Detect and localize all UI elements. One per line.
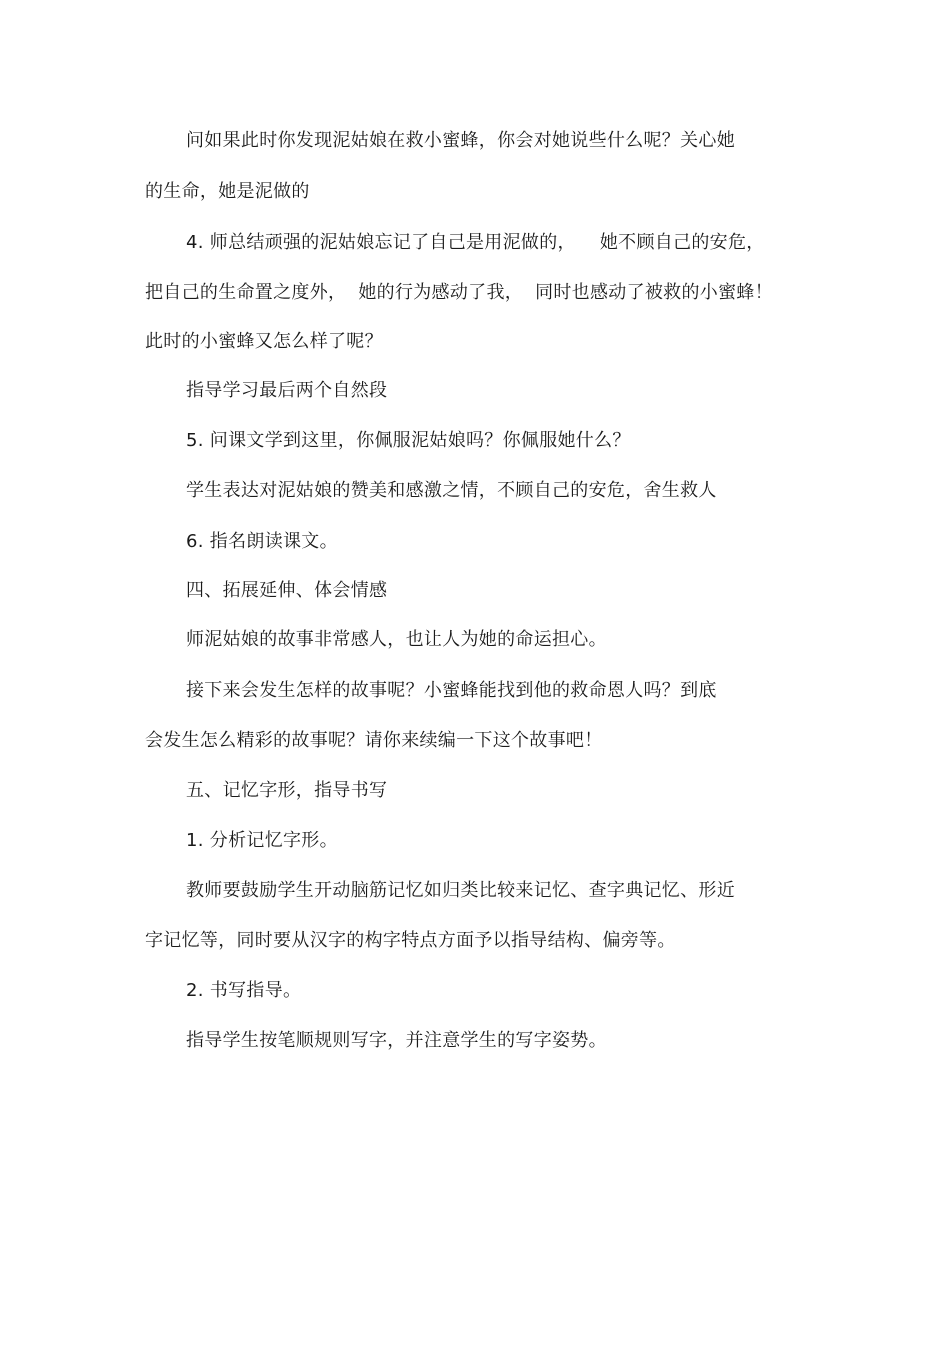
paragraph-line: 此时的小蜜蜂又怎么样了呢？ — [145, 331, 383, 352]
paragraph-line: 指导学生按笔顺规则写字，并注意学生的写字姿势。 — [186, 1030, 607, 1051]
paragraph-line: 的生命，她是泥做的 — [145, 181, 310, 202]
paragraph-line: 问如果此时你发现泥姑娘在救小蜜蜂，你会对她说些什么呢？关心她 — [186, 130, 735, 151]
paragraph-line: 学生表达对泥姑娘的赞美和感激之情，不顾自己的安危，舍生救人 — [186, 480, 717, 501]
paragraph-line: 师泥姑娘的故事非常感人，也让人为她的命运担心。 — [186, 629, 607, 650]
paragraph-line: 2. 书写指导。 — [186, 980, 302, 1001]
paragraph-line: 4. 师总结顽强的泥姑娘忘记了自己是用泥做的， 她不顾自己的安危， — [186, 232, 765, 253]
paragraph-line: 5. 问课文学到这里，你佩服泥姑娘吗？你佩服她什么？ — [186, 430, 631, 451]
paragraph-line: 6. 指名朗读课文。 — [186, 531, 338, 552]
section-heading: 四、拓展延伸、体会情感 — [186, 580, 388, 601]
paragraph-line: 指导学习最后两个自然段 — [186, 380, 388, 401]
paragraph-line: 1. 分析记忆字形。 — [186, 830, 338, 851]
paragraph-line: 把自己的生命置之度外， 她的行为感动了我， 同时也感动了被救的小蜜蜂！ — [145, 282, 773, 303]
paragraph-line: 会发生怎么精彩的故事呢？请你来续编一下这个故事吧！ — [145, 730, 603, 751]
paragraph-line: 字记忆等，同时要从汉字的构字特点方面予以指导结构、偏旁等。 — [145, 930, 676, 951]
section-heading: 五、记忆字形，指导书写 — [186, 780, 388, 801]
paragraph-line: 教师要鼓励学生开动脑筋记忆如归类比较来记忆、查字典记忆、形近 — [186, 880, 735, 901]
paragraph-line: 接下来会发生怎样的故事呢？小蜜蜂能找到他的救命恩人吗？到底 — [186, 680, 717, 701]
